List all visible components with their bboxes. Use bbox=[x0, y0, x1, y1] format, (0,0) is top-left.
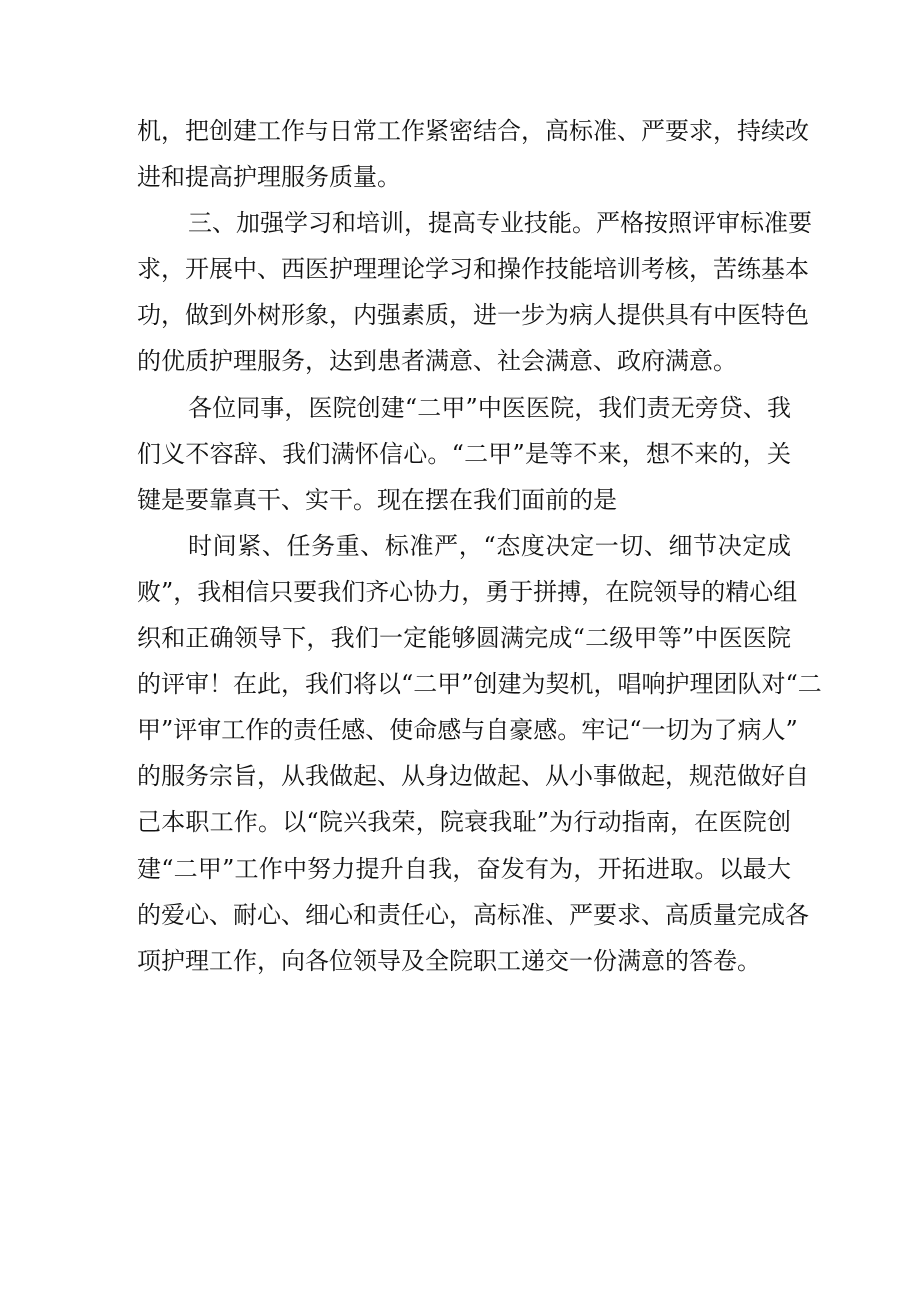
text-line: 项护理工作，向各位领导及全院职工递交一份满意的答卷。 bbox=[137, 946, 761, 975]
text-line: 的服务宗旨，从我做起、从身边做起、从小事做起，规范做好自 bbox=[137, 762, 809, 791]
text-line: 各位同事，医院创建“二甲”中医医院，我们责无旁贷、我 bbox=[188, 393, 791, 422]
text-line: 时间紧、任务重、标准严，“态度决定一切、细节决定成 bbox=[188, 531, 791, 560]
text-line: 甲”评审工作的责任感、使命感与自豪感。牢记“一切为了病人” bbox=[137, 716, 798, 745]
text-line: 键是要靠真干、实干。现在摆在我们面前的是 bbox=[137, 485, 617, 514]
text-line: 建“二甲”工作中努力提升自我，奋发有为，开拓进取。以最大 bbox=[137, 854, 791, 883]
text-line: 的优质护理服务，达到患者满意、社会满意、政府满意。 bbox=[137, 347, 737, 376]
text-line: 的爱心、耐心、细心和责任心，高标准、严要求、高质量完成各 bbox=[137, 900, 809, 929]
text-line: 机，把创建工作与日常工作紧密结合，高标准、严要求，持续改 bbox=[137, 117, 809, 145]
text-line: 们义不容辞、我们满怀信心。“二甲”是等不来，想不来的，关 bbox=[137, 439, 791, 468]
text-line: 败”，我相信只要我们齐心协力，勇于拼搏，在院领导的精心组 bbox=[137, 577, 798, 606]
text-line: 的评审！在此，我们将以“二甲”创建为契机，唱响护理团队对“二 bbox=[137, 670, 822, 699]
text-line: 三、加强学习和培训，提高专业技能。严格按照评审标准要 bbox=[188, 209, 812, 238]
text-line: 求，开展中、西医护理理论学习和操作技能培训考核，苦练基本 bbox=[137, 255, 809, 284]
text-line: 进和提高护理服务质量。 bbox=[137, 163, 401, 192]
text-line: 织和正确领导下，我们一定能够圆满完成“二级甲等”中医医院 bbox=[137, 624, 791, 653]
text-line: 功，做到外树形象，内强素质，进一步为病人提供具有中医特色 bbox=[137, 301, 809, 330]
document-body bbox=[137, 108, 822, 984]
text-line: 己本职工作。以“院兴我荣，院衰我耻”为行动指南，在医院创 bbox=[137, 808, 791, 837]
